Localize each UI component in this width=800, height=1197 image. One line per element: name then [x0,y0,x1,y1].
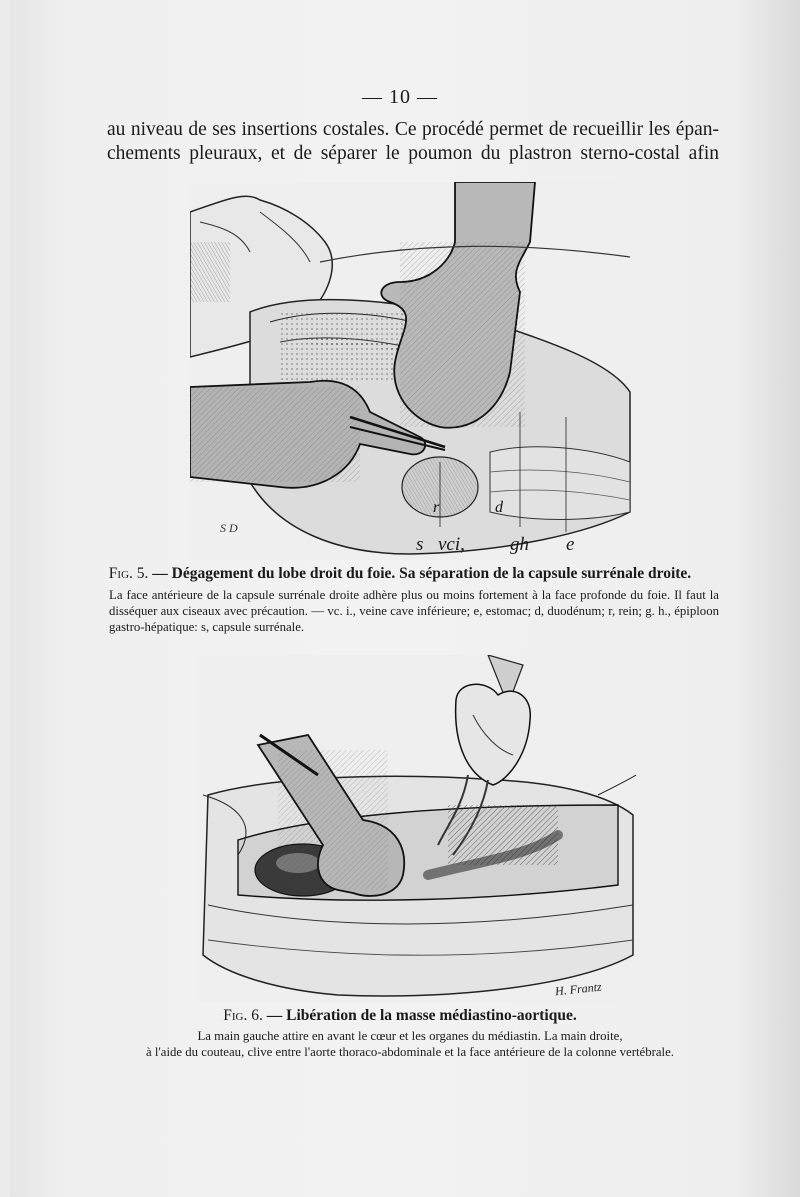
figure-5-engraving [190,182,635,560]
body-line: au niveau de ses insertions costales. Ce procédé permet de recueillir les épan- [107,119,719,140]
figure-5-sd-label: S D [220,521,238,535]
figure-5-s-label: s [416,534,424,555]
figure-6-description [80,1028,740,1060]
figure-6-description-line: à l'aide du couteau, clive entre l'aorte thoraco-abdominale et la face antérieure de la colonne vertébrale. [146,1045,674,1059]
figure-5-legend-letters [380,534,600,558]
body-paragraph [107,118,719,166]
figure-5-e-label: e [566,534,575,555]
figure-5-gh-label: gh [510,534,529,555]
figure-5-description: La face antérieure de la capsule surrénale droite adhère plus ou moins fortement à la face profonde du foie. Il faut la disséquer aux ciseaux avec précaution. — vc. i., veine cave inférieure; e, estomac; d, duodénum; r, rein; g. h., épiploon gastro-hépatique: s, capsule surrénale. [109,588,719,634]
figure-6-engraving [198,655,638,1003]
figure-5-r-label: r [433,499,440,516]
figure-5-caption-label: Fig. 5. [108,565,149,582]
figure-5-illustration [190,182,635,560]
figure-6-caption [0,1007,800,1025]
figure-5-caption-title: — Dégagement du lobe droit du foie. Sa séparation de la capsule surrénale droite. [152,565,692,582]
figure-6-caption-title: — Libération de la masse médiastino-aortique. [266,1007,577,1024]
figure-6-illustration [198,655,638,1003]
page-number: — 10 — [362,86,438,108]
figure-5-caption [0,565,800,583]
figure-6-signature: H. Frantz [554,979,603,999]
figure-5-vci-label: vci, [438,534,465,555]
figure-6-caption-label: Fig. 6. [223,1007,263,1024]
body-line: chements pleuraux, et de séparer le poumon du plastron sterno-costal afin [107,143,719,164]
figure-5-d-label: d [495,499,503,516]
figure-6-description-line: La main gauche attire en avant le cœur et les organes du médiastin. La main droite, [197,1029,623,1043]
